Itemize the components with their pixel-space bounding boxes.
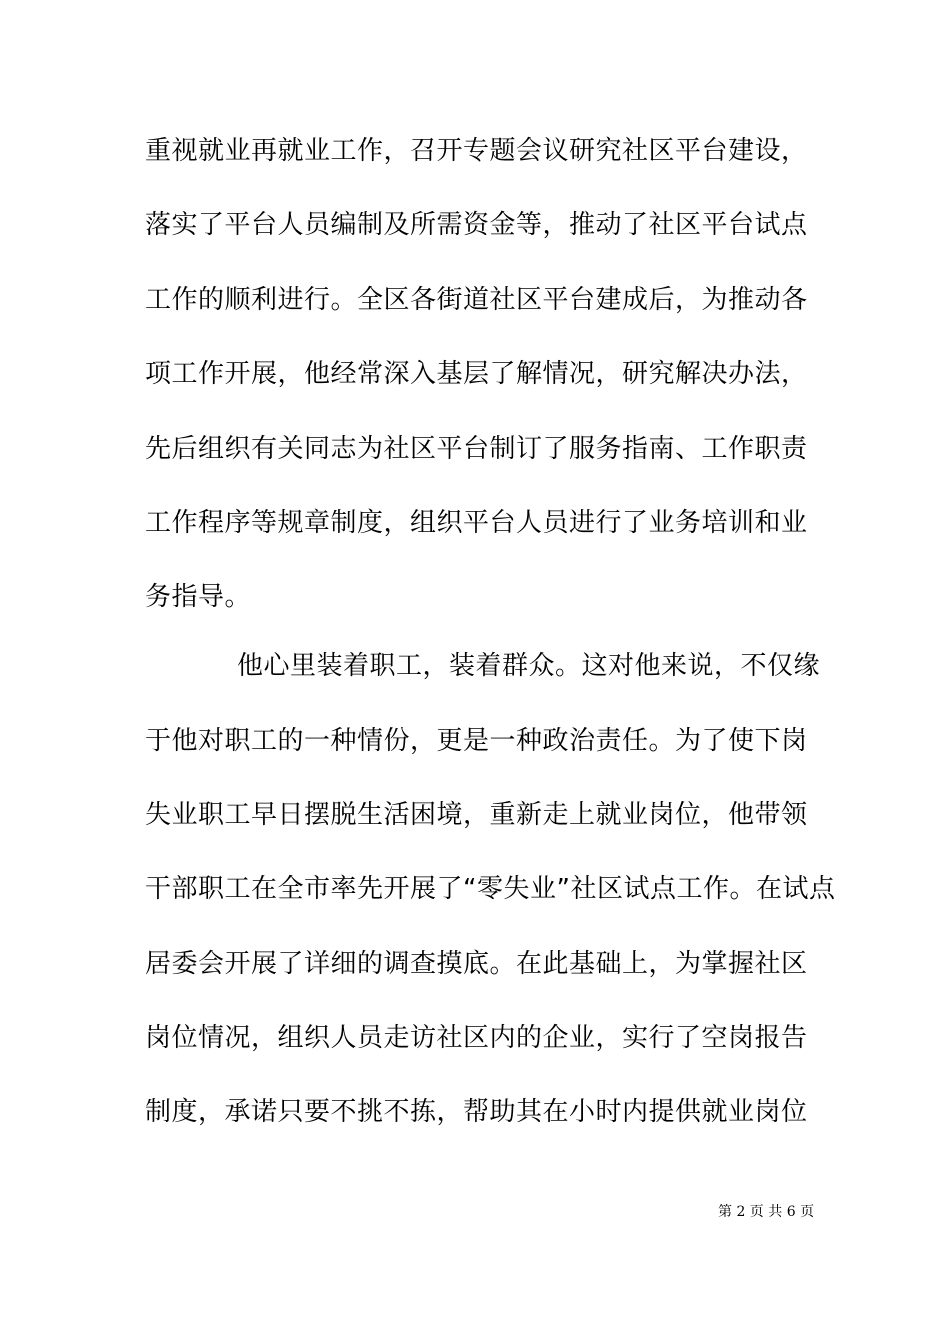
page-footer: 第 2 页 共 6 页 <box>718 1204 815 1220</box>
body-text-line: 务指导。 <box>145 582 252 612</box>
body-text-line: 居委会开展了详细的调查摸底。在此基础上，为掌握社区 <box>145 949 808 979</box>
body-text-line: 工作的顺利进行。全区各街道社区平台建成后，为推动各 <box>145 285 808 315</box>
body-text-line: 干部职工在全市率先开展了“零失业”社区试点工作。在试点 <box>145 874 836 904</box>
body-text-line: 落实了平台人员编制及所需资金等，推动了社区平台试点 <box>145 210 808 240</box>
body-text-line: 项工作开展，他经常深入基层了解情况，研究解决办法， <box>145 359 808 389</box>
body-text-line: 制度，承诺只要不挑不拣，帮助其在小时内提供就业岗位 <box>145 1097 808 1127</box>
body-text-line: 于他对职工的一种情份，更是一种政治责任。为了使下岗 <box>145 726 808 756</box>
body-text-line: 工作程序等规章制度，组织平台人员进行了业务培训和业 <box>145 508 808 538</box>
body-text-line: 先后组织有关同志为社区平台制订了服务指南、工作职责 <box>145 434 808 464</box>
paragraph-first-line: 他心里装着职工，装着群众。这对他来说，不仅缘 <box>237 651 821 681</box>
body-text-line: 失业职工早日摆脱生活困境，重新走上就业岗位，他带领 <box>145 800 808 830</box>
body-text-line: 重视就业再就业工作，召开专题会议研究社区平台建设， <box>145 136 808 166</box>
body-text-line: 岗位情况，组织人员走访社区内的企业，实行了空岗报告 <box>145 1023 808 1053</box>
